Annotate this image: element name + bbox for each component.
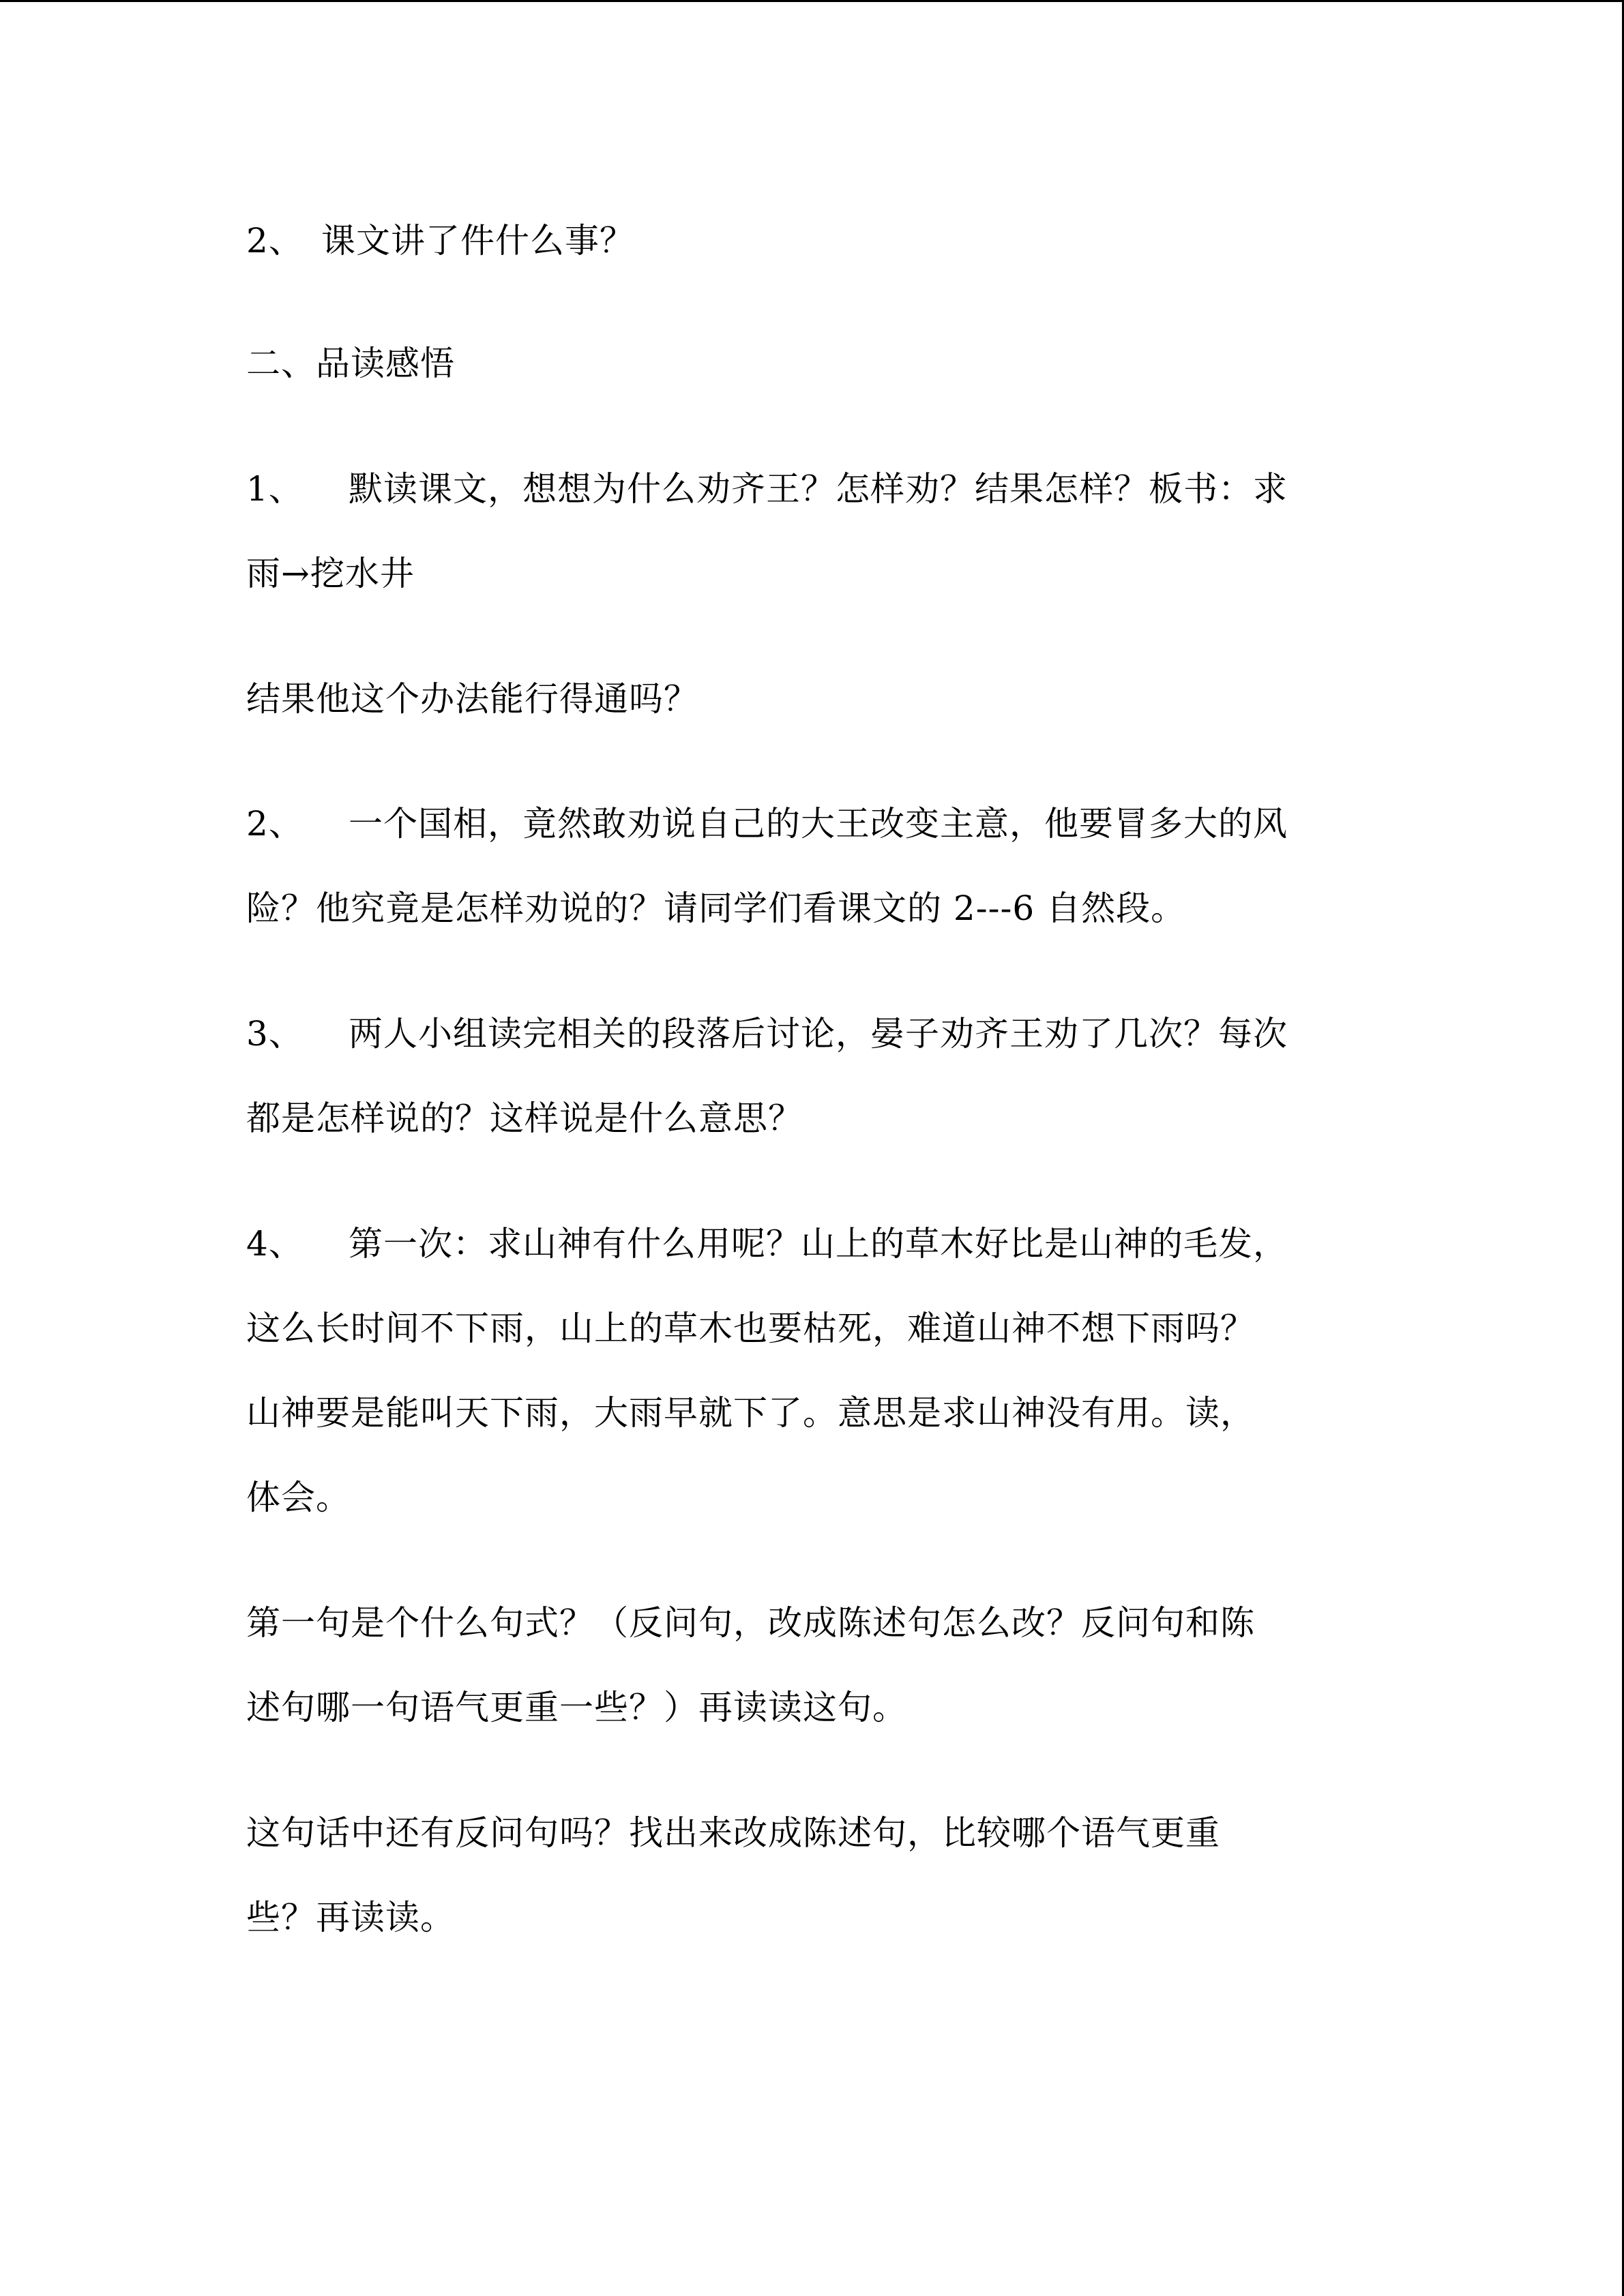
paragraph-text: 这么长时间不下雨，山上的草木也要枯死，难道山神不想下雨吗？ (246, 1309, 1255, 1348)
item-number: 1、 (246, 469, 304, 509)
paragraph-line (246, 1602, 1255, 1643)
item-text: 课文讲了件什么事？ (321, 221, 634, 260)
paragraph-line (246, 1098, 803, 1139)
paragraph-text: 结果他这个办法能行得通吗？ (246, 679, 698, 719)
paragraph-line (246, 1308, 1255, 1349)
paragraph-line (246, 1687, 907, 1728)
paragraph-text: 第一句是个什么句式？（反问句，改成陈述句怎么改？反问句和陈 (246, 1603, 1255, 1643)
paragraph-text: 这句话中还有反问句吗？找出来改成陈述句，比较哪个语气更重 (246, 1813, 1220, 1853)
paragraph-text: 述句哪一句语气更重一些？）再读读这句。 (246, 1688, 907, 1727)
paragraph-line (246, 553, 415, 594)
step-item-4 (246, 1223, 1288, 1264)
paragraph-line (246, 1477, 351, 1518)
step-item-1 (246, 468, 1288, 509)
section-heading (246, 343, 455, 384)
item-text: 第一次：求山神有什么用呢？山上的草木好比是山神的毛发， (349, 1224, 1288, 1264)
step-item-2 (246, 803, 1288, 844)
step-item-3 (246, 1013, 1288, 1054)
paragraph-text: 都是怎样说的？这样说是什么意思？ (246, 1099, 803, 1138)
item-number: 2、 (246, 804, 304, 844)
item-text: 默读课文，想想为什么劝齐王？怎样劝？结果怎样？板书：求 (349, 469, 1288, 509)
paragraph-text: 些？再读读。 (246, 1898, 455, 1937)
paragraph-line (246, 1813, 1220, 1853)
paragraph-line (246, 679, 698, 719)
item-text: 两人小组读完相关的段落后讨论，晏子劝齐王劝了几次？每次 (349, 1014, 1288, 1054)
section-heading-text: 二、品读感悟 (246, 344, 455, 383)
page-border-top (0, 0, 1624, 2)
paragraph-text: 险？他究竟是怎样劝说的？请同学们看课文的 2---6 自然段。 (246, 889, 1186, 928)
paragraph-text: 雨→挖水井 (246, 554, 415, 593)
item-text: 一个国相，竟然敢劝说自己的大王改变主意，他要冒多大的风 (349, 804, 1288, 844)
paragraph-line (246, 1897, 455, 1938)
paragraph-text: 山神要是能叫天下雨，大雨早就下了。意思是求山神没有用。读， (246, 1393, 1255, 1433)
item-number: 2、 (246, 221, 304, 260)
question-item-2 (246, 220, 634, 261)
paragraph-line (246, 888, 1185, 929)
paragraph-line (246, 1392, 1255, 1433)
paragraph-text: 体会。 (246, 1478, 351, 1517)
item-number: 3、 (246, 1014, 304, 1054)
item-number: 4、 (246, 1224, 304, 1264)
